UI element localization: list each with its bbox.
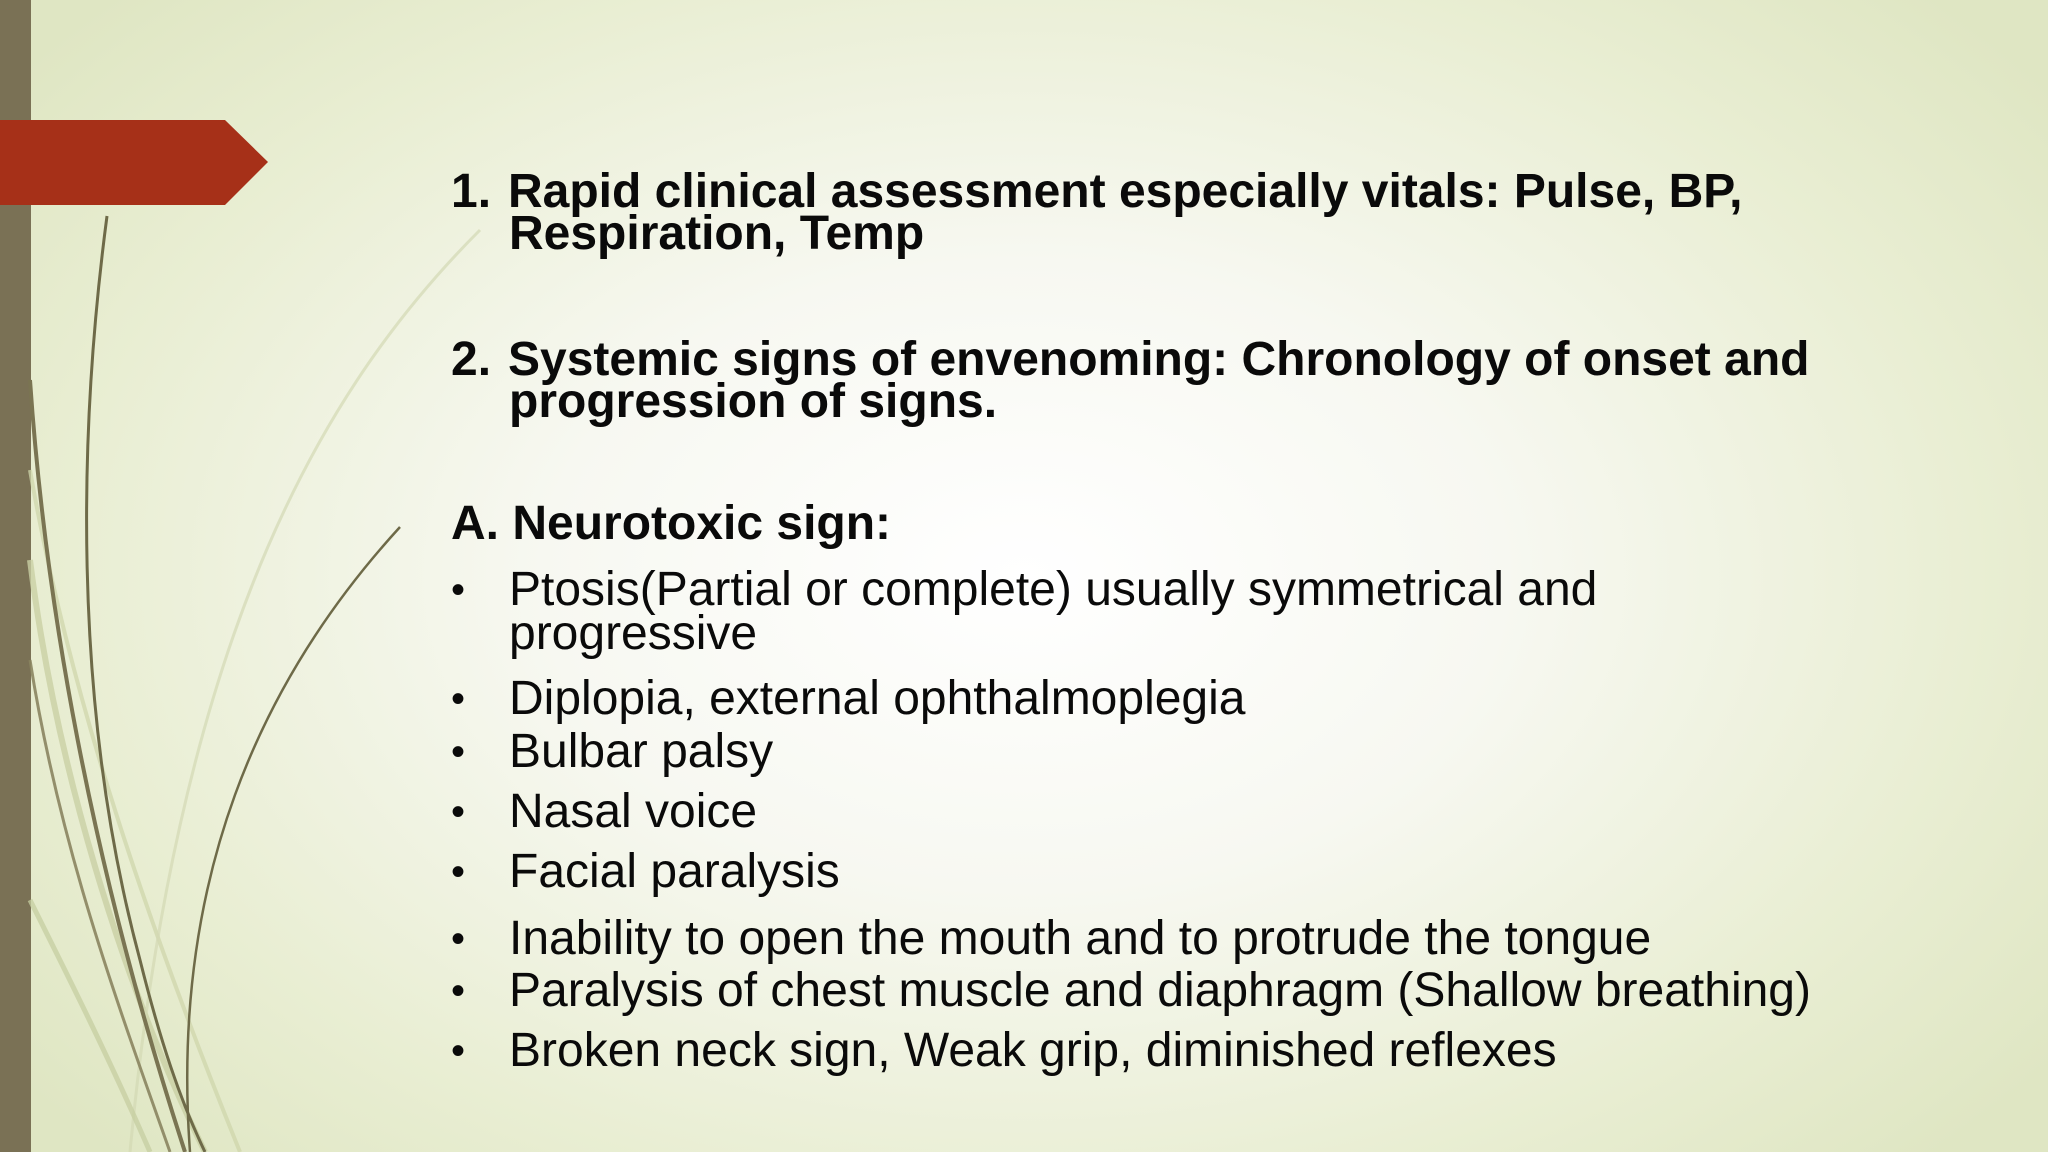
bullet-icon: • [451, 730, 466, 774]
bullet-text: Paralysis of chest muscle and diaphragm (Shallow breathing) [509, 964, 1811, 1017]
bullet-item [451, 845, 2011, 898]
bullet-icon: • [451, 568, 466, 612]
bullet-text-line: progressive [509, 607, 758, 660]
item-text-line: Systemic signs of envenoming: Chronology of onset and [508, 333, 1810, 386]
bullet-text-line: Ptosis(Partial or complete) usually symmetrical and [509, 563, 1598, 616]
section-heading: A. Neurotoxic sign: [451, 497, 892, 550]
numbered-item-2 [451, 333, 2011, 428]
item-text-line: Respiration, Temp [509, 207, 925, 260]
bullet-item [451, 1024, 2011, 1077]
red-arrow-tab [0, 120, 268, 205]
bullet-text: Facial paralysis [509, 845, 840, 898]
bullet-item [451, 964, 2011, 1017]
bullet-text: Inability to open the mouth and to protrude the tongue [509, 912, 1652, 965]
item-number: 1. [451, 165, 492, 218]
bullet-text: Bulbar palsy [509, 725, 774, 778]
bullet-item [451, 672, 2011, 725]
bullet-icon: • [451, 917, 466, 961]
slide-content [451, 0, 2011, 1152]
bullet-text: Diplopia, external ophthalmoplegia [509, 672, 1246, 725]
bullet-text: Nasal voice [509, 785, 758, 838]
bullet-icon: • [451, 969, 466, 1013]
bullet-icon: • [451, 1029, 466, 1073]
bullet-item [451, 785, 2011, 838]
bullet-item [451, 912, 2011, 965]
bullet-text: Broken neck sign, Weak grip, diminished reflexes [509, 1024, 1557, 1077]
bullet-item [451, 563, 2011, 660]
bullet-item [451, 725, 2011, 778]
item-text-line: progression of signs. [509, 375, 998, 428]
bullet-icon: • [451, 790, 466, 834]
item-number: 2. [451, 333, 492, 386]
bullet-icon: • [451, 677, 466, 721]
bullet-icon: • [451, 850, 466, 894]
numbered-item-1 [451, 165, 2011, 260]
item-text-line: Rapid clinical assessment especially vitals: Pulse, BP, [508, 165, 1743, 218]
